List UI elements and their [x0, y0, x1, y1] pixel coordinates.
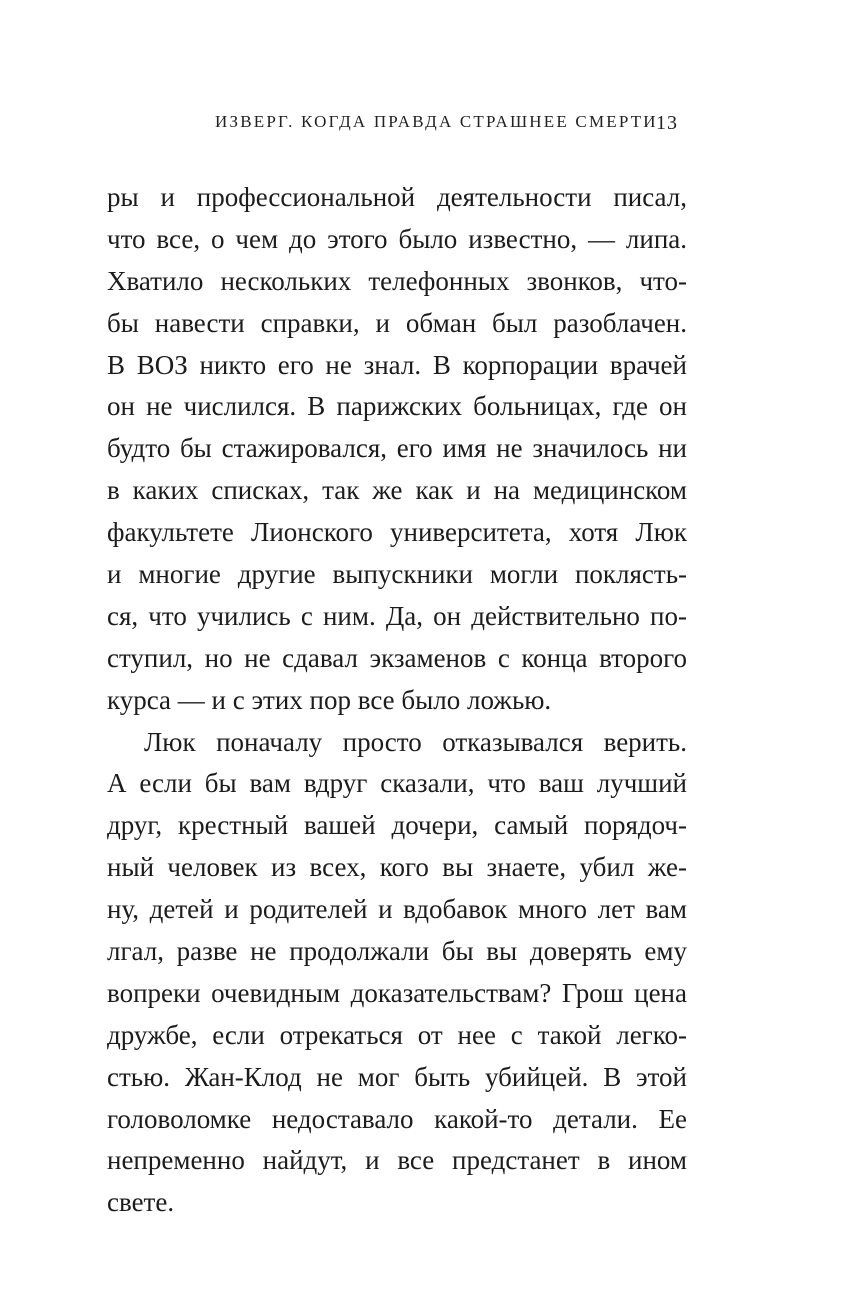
text-line: Люк поначалу просто отказывался верить. [144, 726, 687, 757]
text-line: Хватило нескольких телефонных звонков, что- [107, 265, 687, 296]
text-line: В ВОЗ никто его не знал. В корпорации врачей [107, 349, 687, 380]
text-line: вопреки очевидным доказательствам? Грош цена [107, 977, 687, 1008]
text-line: ну, детей и родителей и вдобавок много лет вам [107, 894, 687, 925]
paragraph-2 [107, 722, 687, 1225]
text-line: свете. [107, 1187, 175, 1218]
text-line: стью. Жан-Клод не мог быть убийцей. В этой [107, 1061, 687, 1092]
text-line: ры и профессиональной деятельности писал, [107, 182, 687, 212]
text-line: что все, о чем до этого было известно, — липа. [107, 223, 687, 254]
text-line: лгал, разве не продолжали бы вы доверять ему [107, 936, 687, 967]
text-line: будто бы стажировался, его имя не значилось ни [107, 433, 687, 464]
running-head: ИЗВЕРГ. КОГДА ПРАВДА СТРАШНЕЕ СМЕРТИ [215, 112, 658, 131]
text-line: А если бы вам вдруг сказали, что ваш лучший [107, 768, 687, 799]
text-line: головоломке недоставало какой-то детали. Ее [107, 1103, 687, 1134]
text-line: бы навести справки, и обман был разоблачен. [107, 307, 687, 338]
text-line: он не числился. В парижских больницах, где он [107, 391, 687, 422]
text-line: ступил, но не сдавал экзаменов с конца второго [107, 642, 687, 673]
text-line: курса — и с этих пор все было ложью. [107, 684, 552, 715]
text-line: ный человек из всех, кого вы знаете, убил же- [107, 852, 687, 883]
text-line: непременно найдут, и все предстанет в ином [107, 1145, 687, 1176]
page-number: 13 [656, 112, 678, 134]
text-line: дружбе, если отрекаться от нее с такой легко- [107, 1019, 687, 1050]
text-line: и многие другие выпускники могли поклясть- [107, 559, 687, 590]
paragraph-1 [107, 177, 687, 722]
text-line: друг, крестный вашей дочери, самый порядоч- [107, 810, 687, 841]
text-line: ся, что учились с ним. Да, он действительно по- [107, 600, 687, 631]
body-text [107, 177, 687, 1224]
text-line: в каких списках, так же как и на медицинском [107, 475, 687, 506]
text-line: факультете Лионского университета, хотя Люк [107, 517, 687, 548]
